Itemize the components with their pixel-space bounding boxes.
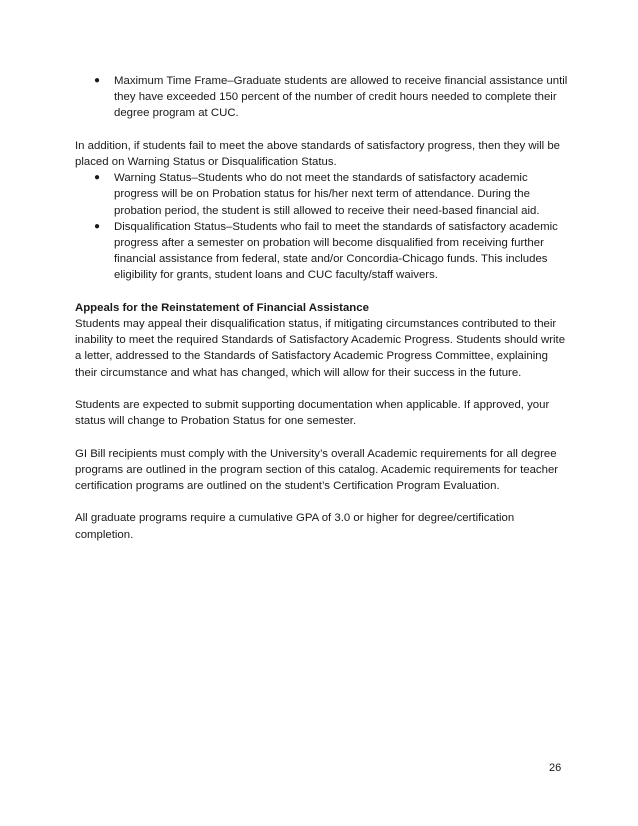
spacer — [75, 284, 570, 300]
documentation-paragraph: Students are expected to submit supporting documentation when applicable. If approved, your status will change to Probation Status for one semester. — [75, 399, 550, 428]
spacer — [75, 429, 570, 445]
appeals-paragraph: Students may appeal their disqualification status, if mitigating circumstances contributed to their inability to meet the required Standards of Satisfactory Academic Progress. Students should write a letter, addressed to the Standards of Satisfactory Academic Progress Committee, explaining their circumstance and what has changed, which will allow for their success in the future. — [75, 318, 566, 379]
time-frame-list — [75, 73, 570, 122]
spacer — [75, 122, 570, 138]
list-item — [75, 219, 570, 284]
spacer — [75, 494, 570, 510]
warning-status-text: Warning Status–Students who do not meet the standards of satisfactory academic progress will be on Probation status for his/her next term of attendance. During the probation period, the student is still allowed to receive their need-based financial aid. — [114, 172, 540, 217]
list-item — [75, 73, 570, 122]
max-time-frame-text: Maximum Time Frame–Graduate students are allowed to receive financial assistance until they have exceeded 150 percent of the number of credit hours needed to complete their degree program at CUC. — [114, 75, 568, 120]
gi-bill-paragraph: GI Bill recipients must comply with the University’s overall Academic requirements for all degree programs are outlined in the program section of this catalog. Academic requirements for teacher certification programs are outlined on the student’s Certification Program Evaluation. — [75, 447, 559, 493]
spacer — [75, 381, 570, 397]
gpa-paragraph: All graduate programs require a cumulative GPA of 3.0 or higher for degree/certification completion. — [75, 512, 515, 541]
disqualification-status-text: Disqualification Status–Students who fail to meet the standards of satisfactory academic progress after a semester on probation will become disqualified from receiving further financial assistance from federal, state and/or Concordia-Chicago funds. This includes eligibility for grants, student loans and CUC faculty/staff waivers. — [114, 220, 558, 282]
appeals-heading: Appeals for the Reinstatement of Financial Assistance — [75, 301, 369, 314]
document-body — [75, 73, 570, 543]
list-item — [75, 170, 570, 219]
bullet-icon: ● — [94, 220, 101, 232]
bullet-icon: ● — [94, 172, 101, 184]
status-list — [75, 170, 570, 283]
intro-paragraph: In addition, if students fail to meet the above standards of satisfactory progress, then they will be placed on Warning Status or Disqualification Status. — [75, 139, 561, 168]
bullet-icon: ● — [94, 75, 101, 86]
page-number: 26 — [549, 762, 562, 774]
